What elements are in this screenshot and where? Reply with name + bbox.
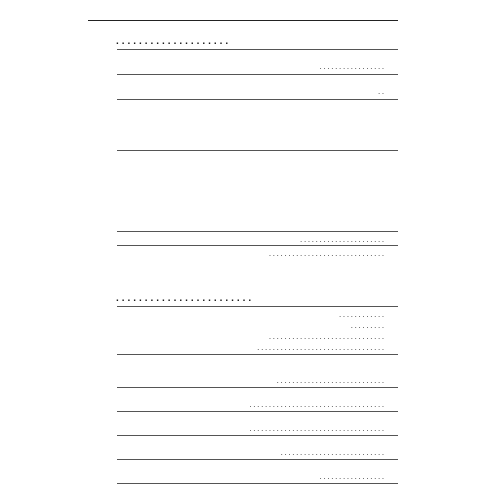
- separator: [117, 354, 398, 355]
- separator: [117, 459, 398, 460]
- entry-line: [117, 391, 398, 400]
- chapter-title-line: [116, 126, 398, 137]
- entry-line: . . . . . . . . . . . . . . . . . . . . . . . . . . . .: [276, 376, 384, 385]
- toc-entry: [117, 358, 398, 385]
- part-title-line: [117, 193, 398, 205]
- toc-entry: [117, 332, 398, 341]
- separator: [117, 231, 398, 232]
- chapter-title: [116, 271, 398, 304]
- chapter-title-line: [116, 25, 398, 36]
- entry-line: [117, 439, 398, 448]
- chapter-title-line: [116, 282, 398, 293]
- toc-entry: [117, 321, 398, 330]
- toc-entry: [117, 103, 398, 112]
- toc-entry: [117, 53, 398, 71]
- separator: [117, 387, 398, 388]
- toc-entry: [117, 78, 398, 96]
- entry-line: . . . . . . . . . . . . . . . . .: [319, 62, 384, 71]
- toc-entry: [117, 391, 398, 409]
- separator: [117, 306, 398, 307]
- toc-entry: [117, 463, 398, 481]
- chapter-title: [116, 25, 398, 47]
- entry-line: . .: [378, 87, 384, 96]
- header-rule: [88, 20, 398, 21]
- toc-entry: [117, 487, 398, 496]
- toc-entry: [117, 249, 398, 258]
- chapter-17: [88, 271, 398, 304]
- entry-line: . . . . . . . . . . . . . . . . . . . . . . . . . . . . . .: [268, 332, 384, 341]
- separator: [117, 411, 398, 412]
- entry-line: [117, 358, 398, 367]
- part-title: [117, 193, 398, 229]
- entry-line: . . . . . . . . . . . . . . . . . . . . . . . . . . . . . . . . .: [257, 343, 384, 352]
- toc-entry: [117, 235, 398, 244]
- toc-entry: [117, 343, 398, 352]
- entry-line: [117, 154, 398, 163]
- separator: [117, 245, 398, 246]
- entry-line: . . . . . . . . . . . . . . . . .: [319, 472, 384, 481]
- entry-line: [117, 367, 398, 376]
- entry-line: . . . . . . . . . . . . . . . . . . . . . .: [300, 235, 384, 244]
- entry-line: [117, 463, 398, 472]
- entry-line: [117, 53, 398, 62]
- entry-line: . . . . . . . . .: [350, 321, 384, 330]
- chapter-title-line: . . . . . . . . . . . . . . . . . . . .: [116, 36, 229, 47]
- toc-entry: [117, 154, 398, 163]
- entry-line: . . . . . . . . . . . . . . . . . . . . . . . . . . .: [280, 448, 384, 457]
- toc-entry: [117, 310, 398, 319]
- entry-line: . . . . . . . . . . . .: [339, 310, 384, 319]
- chapter-title-line: . . . . . . . . . . . . . . . . . . . . . . . .: [116, 293, 252, 304]
- toc-entry: [117, 415, 398, 433]
- part-title-line: [117, 205, 398, 217]
- entry-line: . . . . . . . . . . . . . . . . . . . . . . . . . . . . . . . . . . .: [249, 400, 384, 409]
- toc-entry: [117, 439, 398, 457]
- chapter-16: [88, 126, 398, 148]
- entry-line: [117, 487, 398, 496]
- chapter-title: [116, 126, 398, 148]
- separator: [117, 99, 398, 100]
- page-header: [88, 6, 398, 20]
- separator: [117, 74, 398, 75]
- part-title-line: [117, 217, 398, 229]
- chapter-title-line: [116, 271, 398, 282]
- entry-line: . . . . . . . . . . . . . . . . . . . . . . . . . . . . . .: [268, 249, 384, 258]
- entry-line: [117, 78, 398, 87]
- entry-line: [117, 415, 398, 424]
- entry-line: . . . . . . . . . . . . . . . . . . . . . . . . . . . . . . . . . . .: [249, 424, 384, 433]
- chapter-title-line: [116, 137, 398, 148]
- separator: [117, 435, 398, 436]
- chapter-15: [88, 25, 398, 47]
- separator: [117, 483, 398, 484]
- entry-line: [117, 103, 398, 112]
- separator: [117, 49, 398, 50]
- separator: [117, 150, 398, 151]
